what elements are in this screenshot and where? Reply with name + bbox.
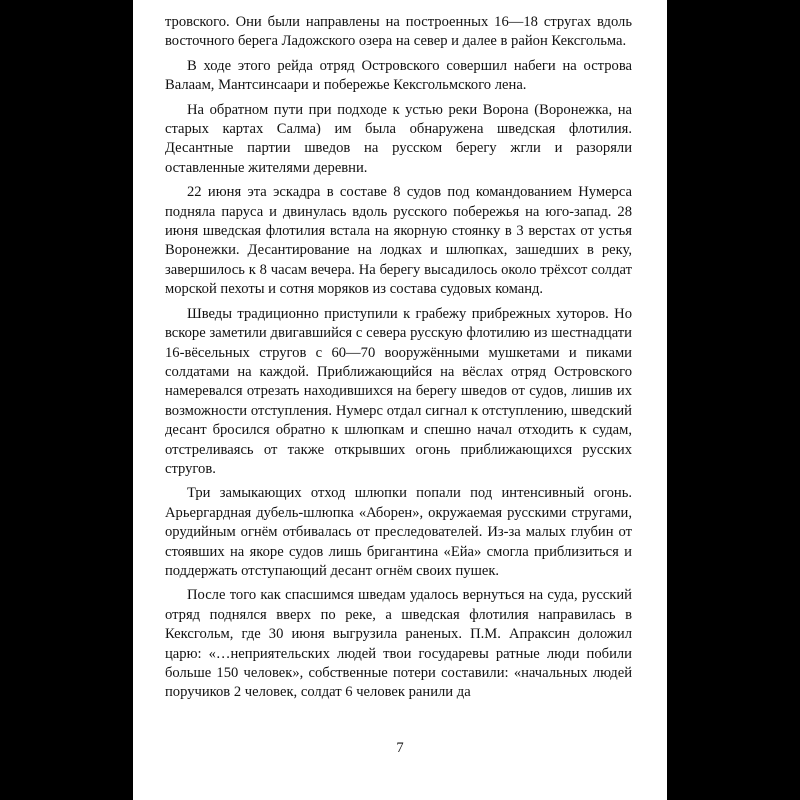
paragraph: 22 июня эта эскадра в составе 8 судов под командованием Нумерса подняла паруса и двинулась вдоль русского побережья на юго-запад. 28 июня шведская флотилия встала на якорную стоянку в 3 верстах от устья Воронежки. Десантирование на лодках и шлюпках, зашедших в реку, завершилось к 8 часам вечера. На берегу высадилось около трёхсот солдат морской пехоты и сотня моряков из состава судовых команд. [165, 184, 632, 298]
paragraph: После того как спасшимся шведам удалось вернуться на суда, русский отряд поднялся вверх по реке, а шведская флотилия направилась в Кексгольм, где 30 июня выгрузила раненых. П.М. Апраксин доложил царю: «…неприятельских людей твои государевы ратные люди побили больше 150 человек», собственные потери составили: «начальных людей поручиков 2 человек, солдат 6 человек ранили да [165, 587, 632, 701]
paragraph: Три замыкающих отход шлюпки попали под интенсивный огонь. Арьергардная дубель-шлюпка «Аборен», окружаемая русскими стругами, орудийным огнём отбивалась от преследователей. Из-за малых глубин от стоявших на якоре судов лишь бригантина «Ейа» смогла приблизиться и поддержать отступающий десант огнём своих пушек. [165, 485, 632, 579]
paragraph: тровского. Они были направлены на построенных 16—18 стругах вдоль восточного берега Ладожского озера на север и далее в район Кексгольма. [165, 14, 632, 50]
paragraph: В ходе этого рейда отряд Островского совершил набеги на острова Валаам, Мантсинсаари и побережье Кексгольмского лена. [165, 57, 632, 94]
book-page [133, 0, 667, 800]
paragraph: На обратном пути при подходе к устью реки Ворона (Воронежка, на старых картах Салма) им была обнаружена шведская флотилия. Десантные партии шведов на русском берегу жгли и разоряли оставленные жителями деревни. [165, 101, 632, 176]
body-text [165, 13, 632, 708]
page-number: 7 [396, 740, 404, 756]
paragraph: Шведы традиционно приступили к грабежу прибрежных хуторов. Но вскоре заметили двигавшийся с севера русскую флотилию из шестнадцати 16-вёсельных стругов с 60—70 вооружёнными мушкетами и пиками солдатами на каждой. Приближающийся на вёслах отряд Островского намеревался отрезать находившихся на берегу шведов от судов, лишив их возможности отступления. Нумерс отдал сигнал к отступлению, шведский десант бросился обратно к шлюпкам и спешно начал отходить к судам, отстреливаясь от также открывших огонь приближающихся русских стругов. [165, 305, 632, 477]
